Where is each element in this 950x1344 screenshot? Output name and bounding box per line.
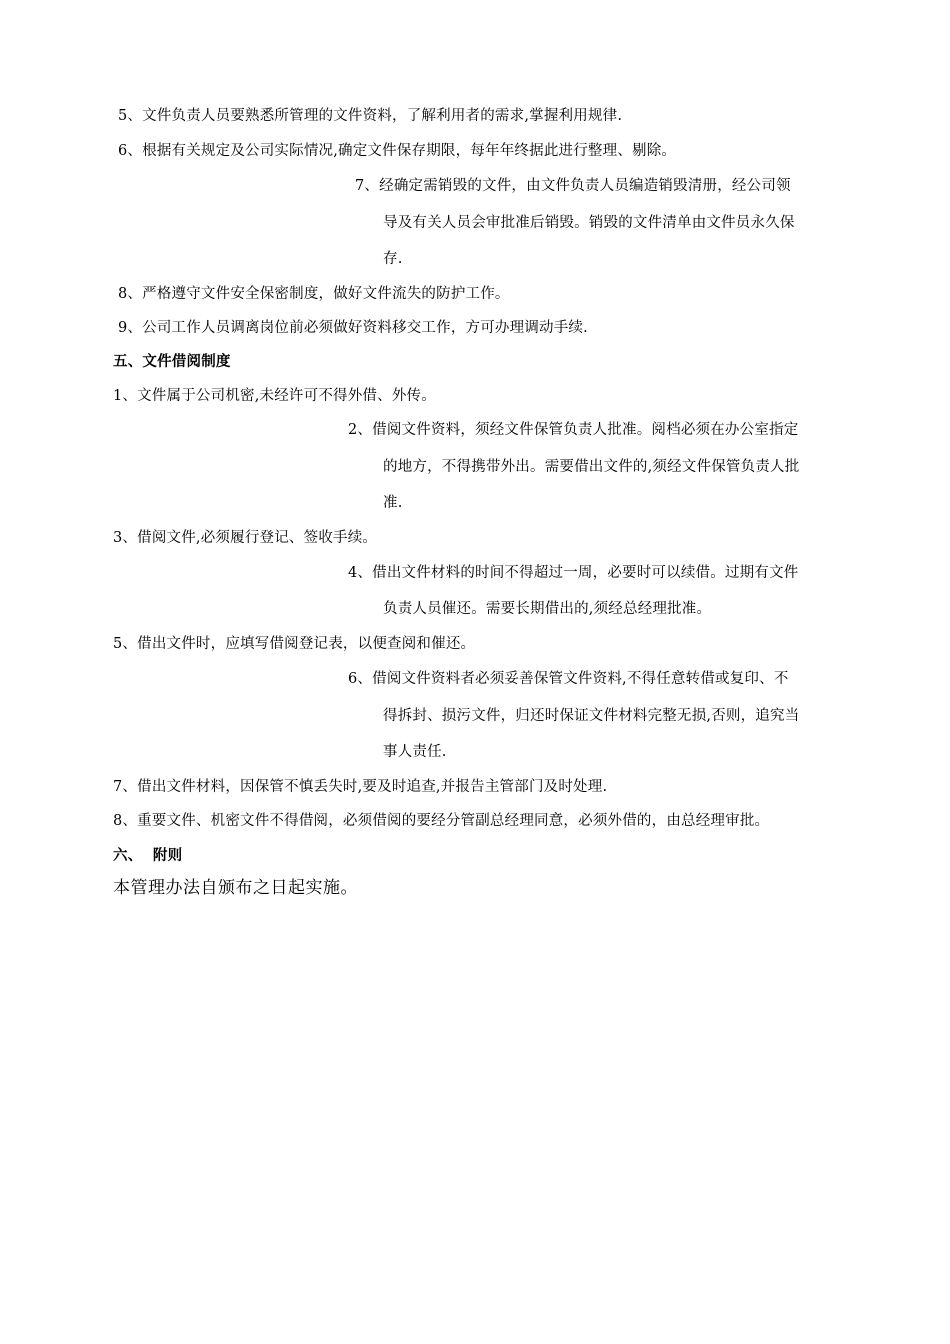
borrow-item-5: 5、借出文件时，应填写借阅登记表，以便查阅和催还。 <box>113 636 476 652</box>
borrow-item-3: 3、借阅文件,必须履行登记、签收手续。 <box>113 530 378 546</box>
borrow-item-2-line-3: 准. <box>383 495 403 511</box>
borrow-item-8: 8、重要文件、机密文件不得借阅，必须借阅的要经分管副总经理同意，必须外借的，由总经理审批。 <box>113 813 770 829</box>
rule-item-7-line-2: 导及有关人员会审批准后销毁。销毁的文件清单由文件员永久保 <box>383 215 795 231</box>
borrow-item-6-line-1: 6、借阅文件资料者必须妥善保管文件资料,不得任意转借或复印、不 <box>348 671 789 687</box>
rule-item-9: 9、公司工作人员调离岗位前必须做好资料移交工作，方可办理调动手续. <box>118 320 588 336</box>
closing-statement: 本管理办法自颁布之日起实施。 <box>113 878 358 898</box>
section-heading-appendix: 六、 附则 <box>113 848 183 864</box>
borrow-item-4-line-1: 4、借出文件材料的时间不得超过一周，必要时可以续借。过期有文件 <box>348 565 799 581</box>
rule-item-7-line-3: 存. <box>383 251 403 267</box>
rule-item-8: 8、严格遵守文件安全保密制度，做好文件流失的防护工作。 <box>118 286 510 302</box>
borrow-item-1: 1、文件属于公司机密,未经许可不得外借、外传。 <box>113 388 436 404</box>
rule-item-6: 6、根据有关规定及公司实际情况,确定文件保存期限，每年年终据此进行整理、剔除。 <box>118 143 677 159</box>
borrow-item-6-line-2: 得拆封、损污文件，归还时保证文件材料完整无损,否则，追究当 <box>383 708 800 724</box>
borrow-item-7: 7、借出文件材料，因保管不慎丢失时,要及时追查,并报告主管部门及时处理. <box>113 779 608 795</box>
section-heading-borrowing: 五、文件借阅制度 <box>113 354 231 370</box>
borrow-item-4-line-2: 负责人员催还。需要长期借出的,须经总经理批准。 <box>383 601 712 617</box>
rule-item-5: 5、文件负责人员要熟悉所管理的文件资料，了解利用者的需求,掌握利用规律. <box>118 108 623 124</box>
borrow-item-2-line-1: 2、借阅文件资料，须经文件保管负责人批准。阅档必须在办公室指定 <box>348 422 799 438</box>
rule-item-7-line-1: 7、经确定需销毁的文件，由文件负责人员编造销毁清册，经公司领 <box>355 178 791 194</box>
borrow-item-2-line-2: 的地方，不得携带外出。需要借出文件的,须经文件保管负责人批 <box>383 459 800 475</box>
borrow-item-6-line-3: 事人责任. <box>383 744 447 760</box>
